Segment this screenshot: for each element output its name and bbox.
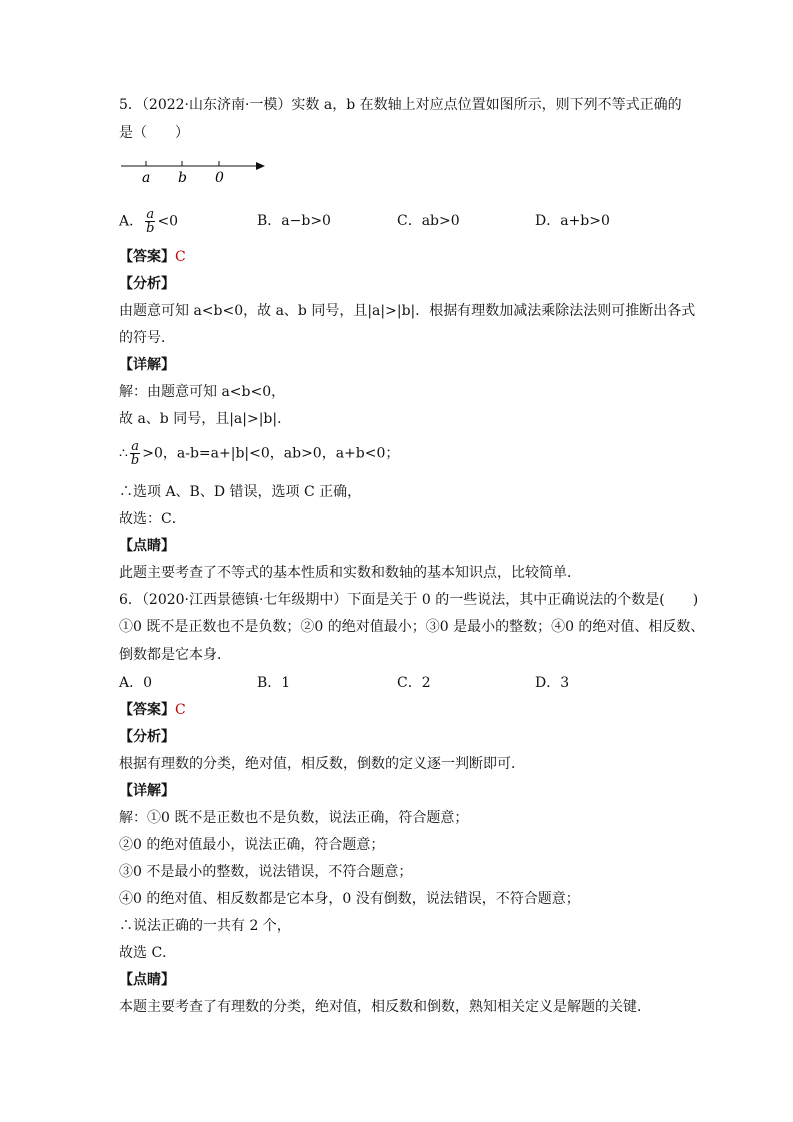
q5-analysis-line-2: 的符号．: [119, 330, 175, 346]
q6-detail-line-5: ∴说法正确的一共有 2 个，: [119, 918, 291, 934]
q5-option-d: D．a+b>0: [535, 213, 610, 229]
label-a: a: [142, 170, 151, 186]
option-a-rest: <0: [157, 213, 179, 230]
q6-detail-line-6: 故选 C．: [119, 945, 177, 961]
q6-comment: 本题主要考查了有理数的分类，绝对值，相反数和倒数，熟知相关定义是解题的关键．: [119, 999, 651, 1015]
q6-detail-label: 【详解】: [119, 783, 175, 799]
q5-detail-line-2: 故 a、b 同号，且|a|>|b|．: [119, 411, 292, 427]
q6-option-c: C．2: [397, 675, 431, 691]
q6-detail-line-1: 解：①0 既不是正数也不是负数，说法正确，符合题意；: [119, 810, 469, 826]
q5-option-a: [119, 208, 178, 235]
q6-analysis-label: 【分析】: [119, 729, 175, 745]
q6-stem-line-2: ①0 既不是正数也不是负数；②0 的绝对值最小；③0 是最小的整数；④0 的绝对值、相反数、: [119, 619, 705, 635]
option-a-prefix: A．: [119, 213, 144, 230]
q5-detail-line-3: [119, 440, 399, 467]
q5-answer: [119, 247, 186, 267]
q5-comment: 此题主要考查了不等式的基本性质和实数和数轴的基本知识点，比较简单．: [119, 565, 581, 581]
therefore-symbol: ∴: [119, 445, 128, 462]
q6-option-d: D．3: [535, 675, 570, 691]
q5-option-b: B．a−b>0: [257, 213, 331, 229]
q6-detail-line-2: ②0 的绝对值最小，说法正确，符合题意；: [119, 837, 385, 853]
q5-analysis-label: 【分析】: [119, 276, 175, 292]
q5-detail-label: 【详解】: [119, 357, 175, 373]
answer-label: 【答案】: [119, 249, 175, 265]
q5-detail-line-1: 解：由题意可知 a<b<0，: [119, 384, 286, 400]
q5-analysis-line-1: 由题意可知 a<b<0，故 a、b 同号，且|a|>|b|．根据有理数加减法乘除法法则可推断出各式: [119, 303, 696, 319]
q6-analysis-line-1: 根据有理数的分类，绝对值，相反数，倒数的定义逐一判断即可．: [119, 756, 525, 772]
q5-comment-label: 【点睛】: [119, 538, 175, 554]
number-line-figure: [119, 154, 269, 190]
q5-option-c: C．ab>0: [397, 213, 460, 229]
q6-answer: [119, 700, 186, 720]
q6-option-b: B．1: [257, 675, 291, 691]
q6-comment-label: 【点睛】: [119, 972, 175, 988]
fraction-a-over-b: [145, 208, 155, 235]
q6-stem-line-1: 6．（2020·江西景德镇·七年级期中）下面是关于 0 的一些说法，其中正确说法的个数是( ): [119, 592, 699, 608]
q6-stem-line-3: 倒数都是它本身．: [119, 647, 231, 663]
fraction-numerator: a: [131, 439, 139, 454]
q6-detail-line-3: ③0 不是最小的整数，说法错误，不符合题意；: [119, 864, 413, 880]
fraction-a-over-b: [130, 440, 140, 467]
fraction-denominator: b: [146, 221, 155, 236]
label-b: b: [178, 170, 187, 186]
q6-detail-line-4: ④0 的绝对值、相反数都是它本身，0 没有倒数，说法错误，不符合题意；: [119, 891, 580, 907]
q5-stem-line-2: 是（ ）: [119, 125, 189, 141]
q5-detail-line-4: ∴选项 A、B、D 错误，选项 C 正确，: [119, 484, 362, 500]
q5-detail-line-5: 故选：C．: [119, 511, 186, 527]
fraction-numerator: a: [146, 207, 155, 222]
q5-stem-line-1: 5．（2022·山东济南·一模）实数 a，b 在数轴上对应点位置如图所示，则下列不等式正确的: [119, 97, 682, 113]
label-0: 0: [215, 170, 224, 186]
fraction-denominator: b: [130, 453, 140, 468]
answer-value: C: [175, 702, 186, 718]
detail-line-3-rest: >0，a-b=a+|b|<0，ab>0，a+b<0；: [142, 445, 400, 462]
answer-value: C: [175, 249, 186, 265]
q6-option-a: A．0: [119, 675, 153, 691]
number-line-arrow: [256, 162, 265, 170]
answer-label: 【答案】: [119, 702, 175, 718]
